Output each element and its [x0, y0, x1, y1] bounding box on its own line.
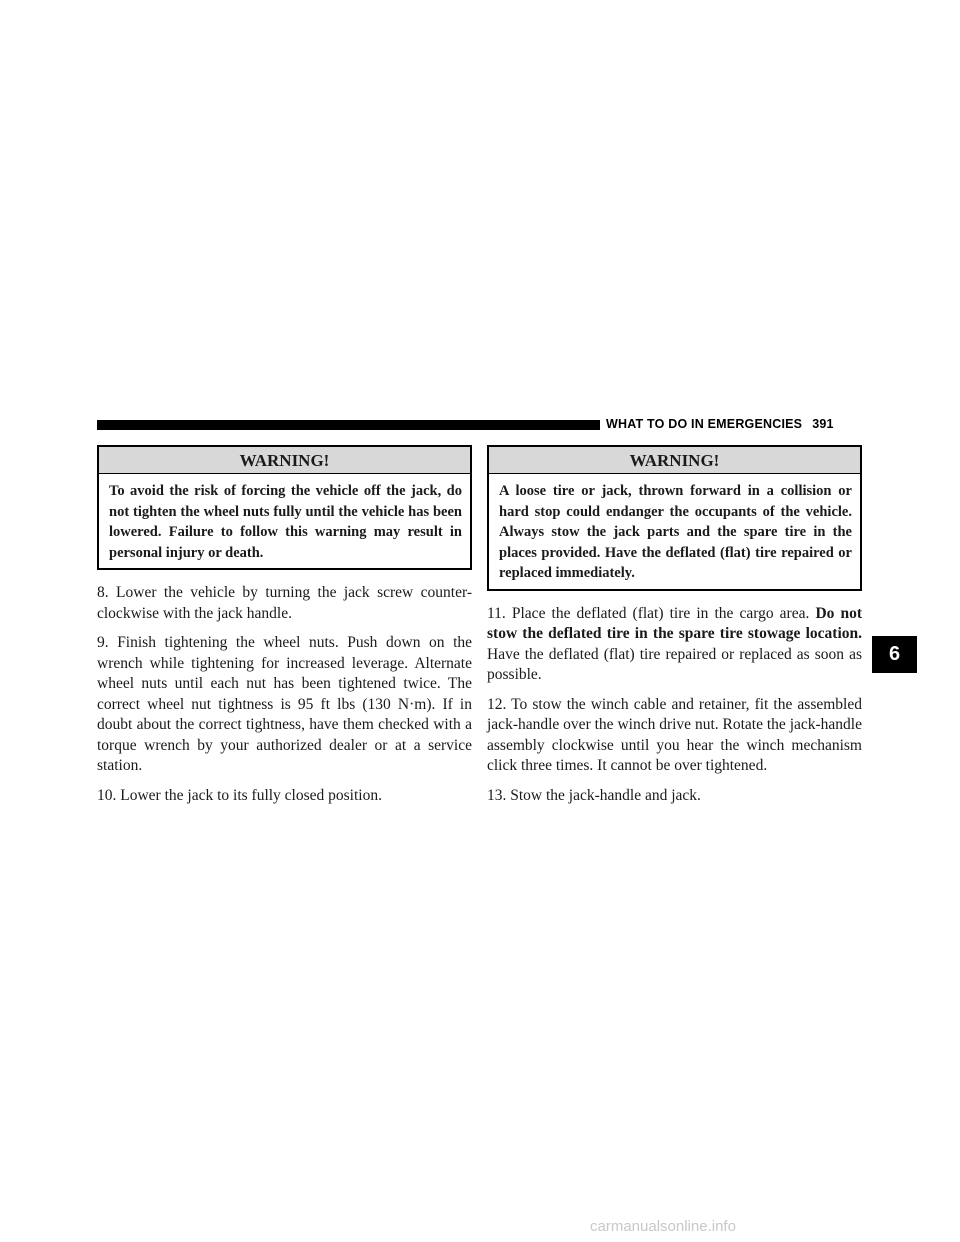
page-number: 391 [812, 417, 834, 431]
running-header [606, 417, 834, 431]
header-rule [97, 420, 600, 430]
step-13: 13. Stow the jack-handle and jack. [487, 786, 701, 804]
warning-text: To avoid the risk of forcing the vehicle off the jack, do not tighten the wheel nuts fully until the vehicle has been lowered. Failure to follow this warning may result in personal injury or death. [109, 483, 462, 561]
step-12: 12. To stow the winch cable and retainer, fit the assembled jack-handle over the winch drive nut. Rotate the jack-handle assembly clockwise until you hear the winch mechanism click three times. It cannot be over tightened. [487, 695, 862, 774]
warning-title: WARNING! [489, 447, 860, 474]
section-tab: 6 [872, 636, 917, 673]
warning-box [487, 445, 862, 591]
warning-title: WARNING! [99, 447, 470, 474]
watermark: carmanualsonline.info [590, 1218, 736, 1235]
step-9: 9. Finish tightening the wheel nuts. Push down on the wrench while tightening for increased leverage. Alternate wheel nuts until each nut has been tightened twice. The correct wheel nut tightness is 95 ft lbs (130 N·m). If in doubt about the correct tightness, have them checked with a torque wrench by your authorized dealer or at a service station. [97, 634, 472, 774]
step-11-tail: Have the deflated (flat) tire repaired or replaced as soon as possible. [487, 645, 862, 683]
right-column [487, 445, 862, 806]
step-10: 10. Lower the jack to its fully closed position. [97, 786, 382, 804]
step-11-bold: Do not stow the deflated tire in the spare tire stowage location. [487, 604, 862, 642]
warning-text: A loose tire or jack, thrown forward in a collision or hard stop could endanger the occupants of the vehicle. Always stow the jack parts and the spare tire in the places provided. Have the deflated (flat) tire repaired or replaced immediately. [499, 483, 852, 581]
left-column [97, 445, 472, 806]
step-8: 8. Lower the vehicle by turning the jack screw counter-clockwise with the jack handle. [97, 584, 472, 622]
step-11-lead: 11. Place the deflated (flat) tire in the cargo area. [487, 604, 816, 622]
section-title: WHAT TO DO IN EMERGENCIES [606, 417, 803, 431]
warning-box [97, 445, 472, 570]
step-11 [487, 604, 862, 686]
